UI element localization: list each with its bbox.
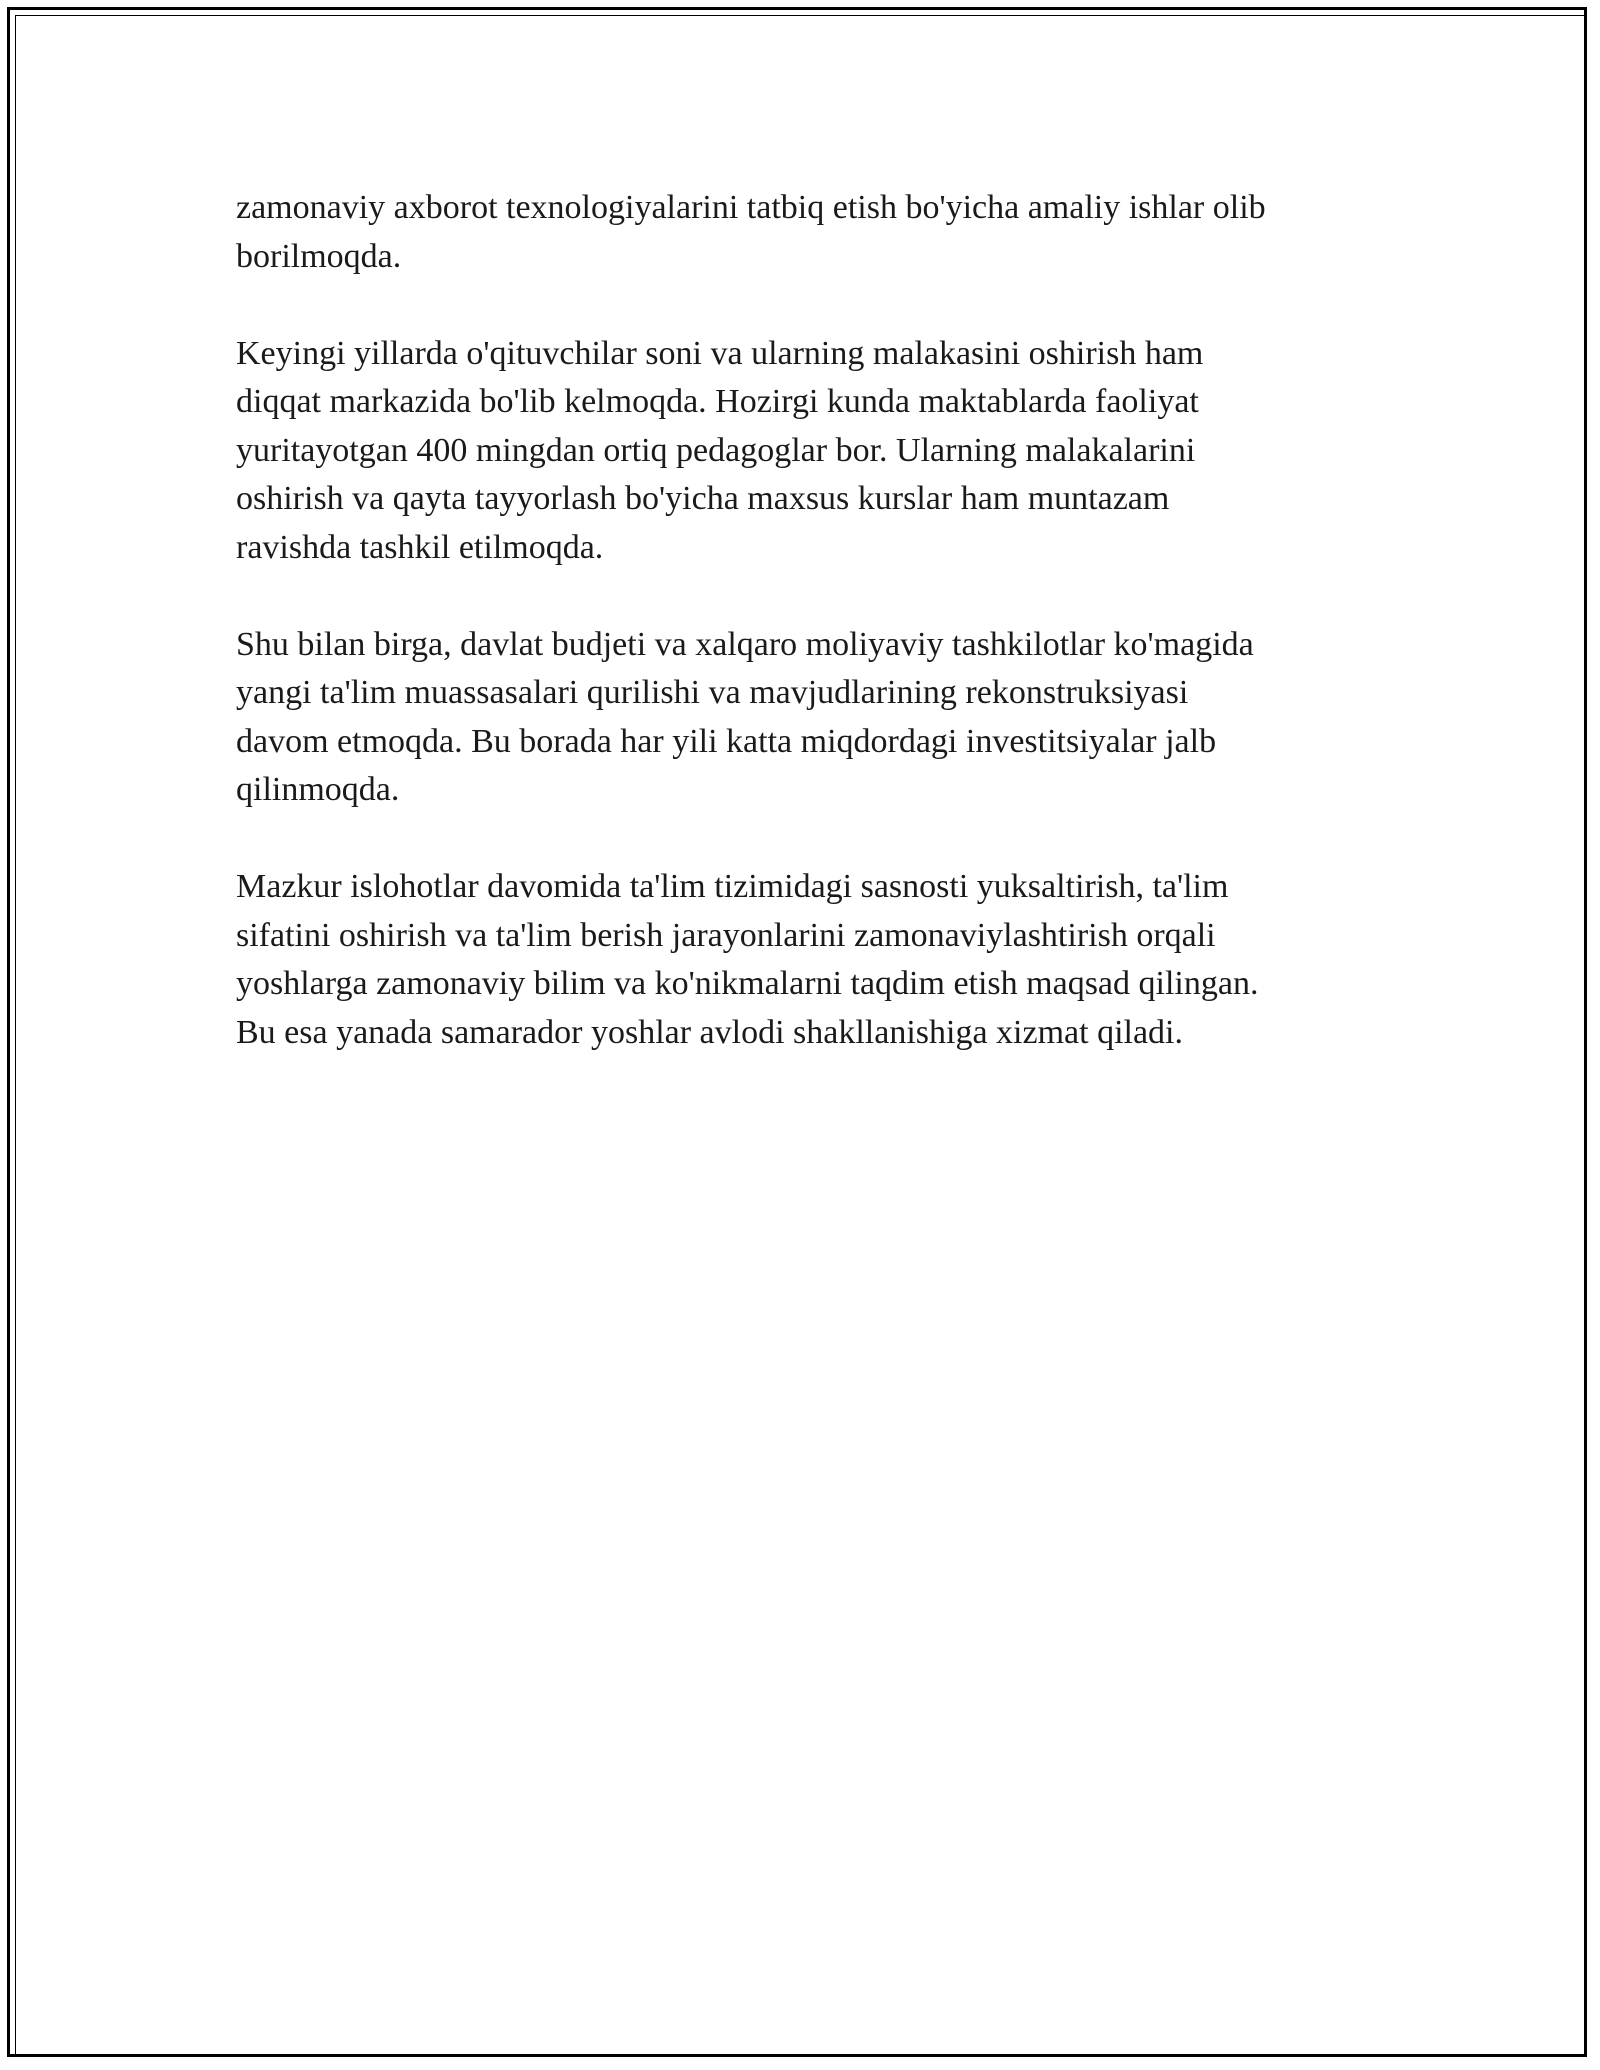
document-body [236,184,1376,1106]
paragraph-3: Shu bilan birga, davlat budjeti va xalqaro moliyaviy tashkilotlar ko'magida yangi ta'lim muassasalari qurilishi va mavjudlarining rekonstruksiyasi davom etmoqda. Bu borada har yili katta miqdordagi investitsiyalar jalb qilinmoqda. [236,625,1254,808]
paragraph-2: Keyingi yillarda o'qituvchilar soni va ularning malakasini oshirish ham diqqat markazida bo'lib kelmoqda. Hozirgi kunda maktablarda faoliyat yuritayotgan 400 mingdan ortiq pedagoglar bor. Ularning malakalarini oshirish va qayta tayyorlash bo'yicha maxsus kurslar ham muntazam ravishda tashkil etilmoqda. [236,334,1204,566]
paragraph-1: zamonaviy axborot texnologiyalarini tatbiq etish bo'yicha amaliy ishlar olib borilmoqda. [236,189,1266,275]
paragraph-4: Mazkur islohotlar davomida ta'lim tizimidagi sasnosti yuksaltirish, ta'lim sifatini oshirish va ta'lim berish jarayonlarini zamonaviylashtirish orqali yoshlarga zamonaviy bilim va ko'nikmalarni taqdim etish maqsad qilingan. Bu esa yanada samarador yoshlar avlodi shakllanishiga xizmat qiladi. [236,868,1259,1051]
